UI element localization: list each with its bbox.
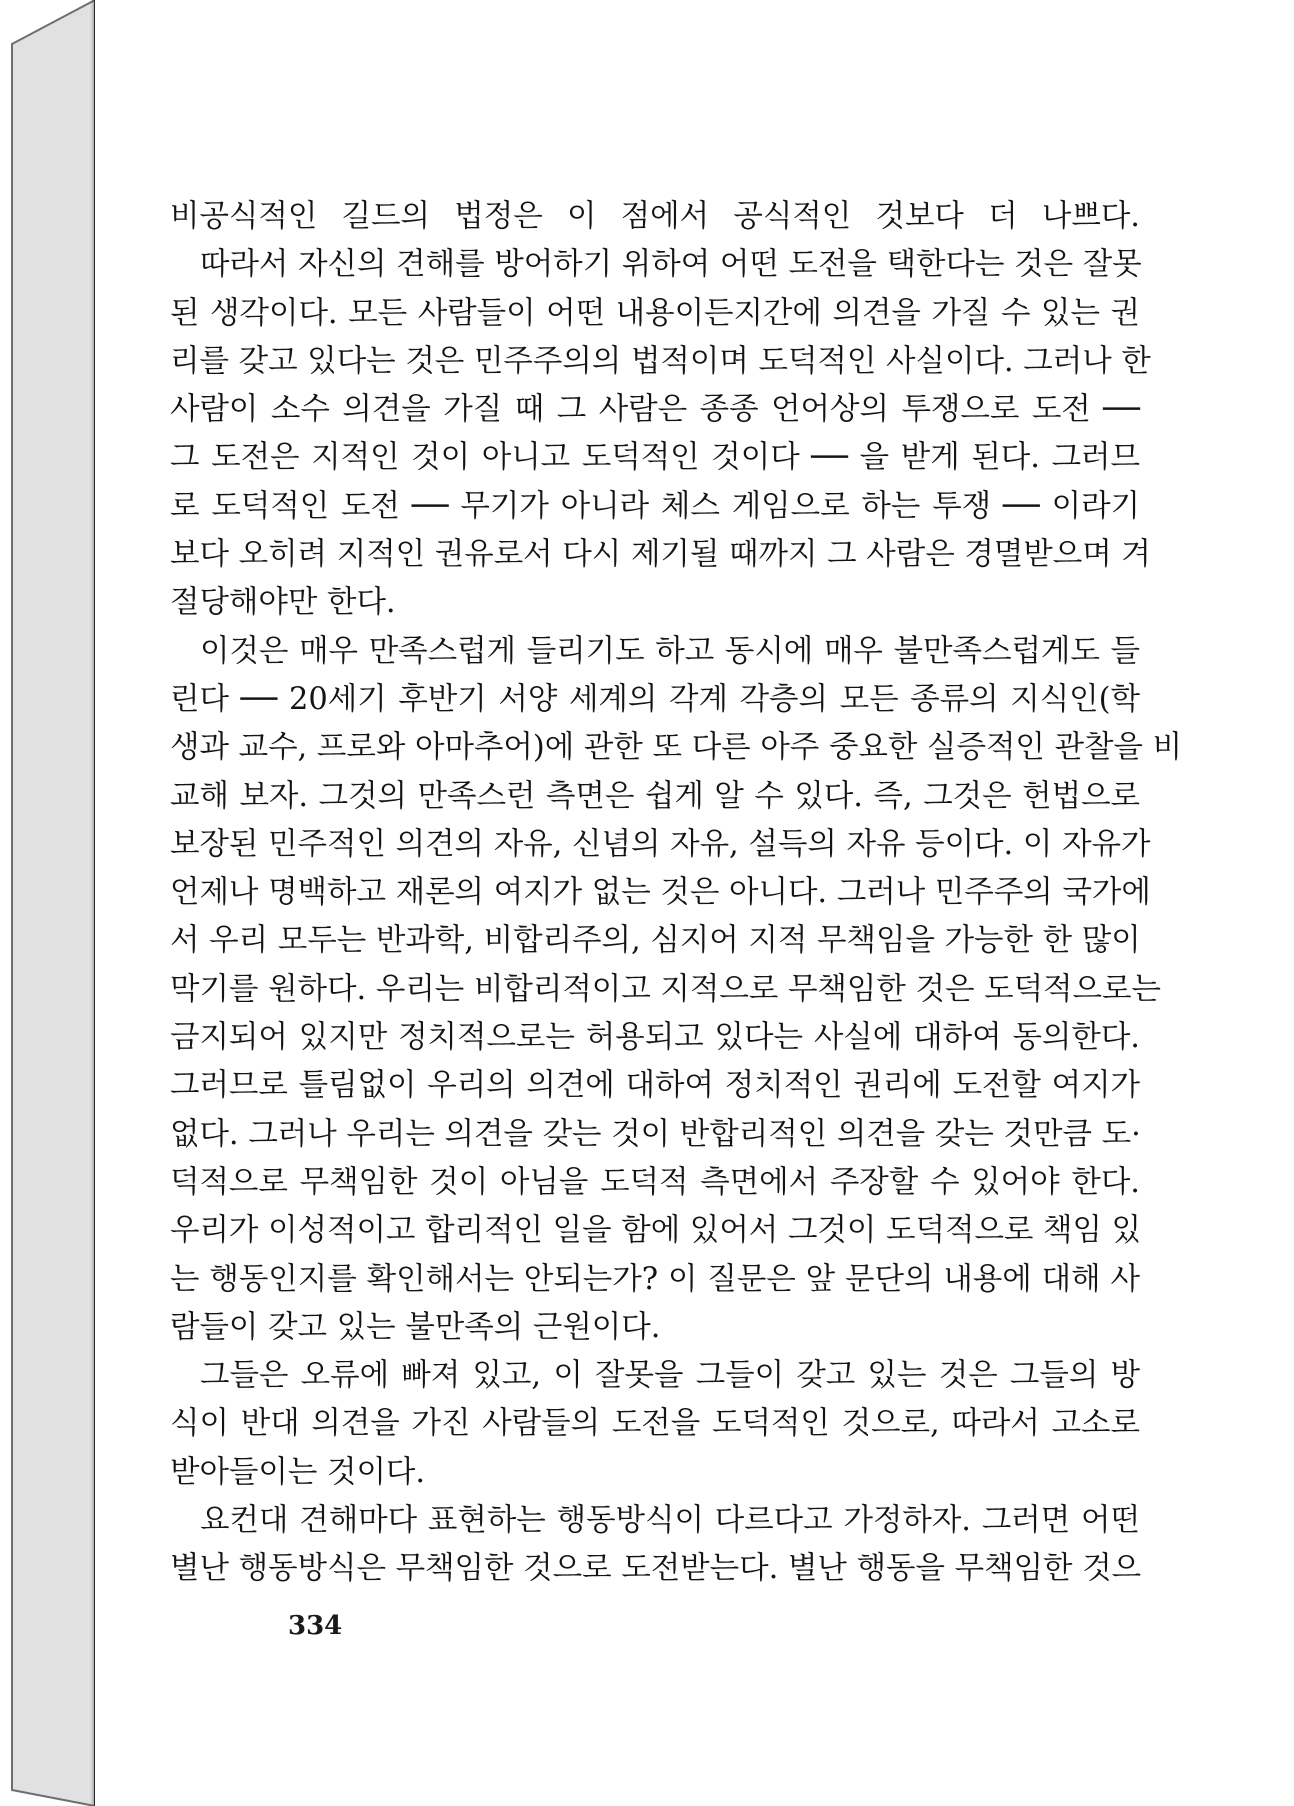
text-line: 금지되어 있지만 정치적으로는 허용되고 있다는 사실에 대하여 동의한다.	[170, 1020, 1140, 1056]
text-line: 비공식적인 길드의 법정은 이 점에서 공식적인 것보다 더 나쁘다.	[170, 199, 1140, 234]
text-line: 덕적으로 무책임한 것이 아님을 도덕적 측면에서 주장할 수 있어야 한다.	[170, 1164, 1140, 1200]
text-line: 리를 갖고 있다는 것은 민주주의의 법적이며 도덕적인 사실이다. 그러나 한	[170, 343, 1151, 379]
text-line: 그러므로 틀림없이 우리의 의견에 대하여 정치적인 권리에 도전할 여지가	[170, 1068, 1140, 1104]
text-line: 람들이 갖고 있는 불만족의 근원이다.	[170, 1309, 661, 1345]
text-line: 된 생각이다. 모든 사람들이 어떤 내용이든지간에 의견을 가질 수 있는 권	[170, 295, 1140, 331]
text-line: 식이 반대 의견을 가진 사람들의 도전을 도덕적인 것으로, 따라서 고소로	[170, 1406, 1140, 1442]
text-line: 린다 ── 20세기 후반기 서양 세계의 각계 각층의 모든 종류의 지식인(학	[170, 681, 1140, 717]
text-line: 이것은 매우 만족스럽게 들리기도 하고 동시에 매우 불만족스럽게도 들	[200, 633, 1140, 669]
text-line: 따라서 자신의 견해를 방어하기 위하여 어떤 도전을 택한다는 것은 잘못	[200, 247, 1142, 283]
text-line: 없다. 그러나 우리는 의견을 갖는 것이 반합리적인 의견을 갖는 것만큼 도·	[170, 1116, 1141, 1152]
text-line: 언제나 명백하고 재론의 여지가 없는 것은 아니다. 그러나 민주주의 국가에	[170, 875, 1151, 911]
text-line: 절당해야만 한다.	[170, 585, 396, 621]
text-line: 우리가 이성적이고 합리적인 일을 함에 있어서 그것이 도덕적으로 책임 있	[170, 1213, 1142, 1249]
text-line: 막기를 원하다. 우리는 비합리적이고 지적으로 무책임한 것은 도덕적으로는	[170, 971, 1161, 1007]
text-line: 서 우리 모두는 반과학, 비합리주의, 심지어 지적 무책임을 가능한 한 많이	[170, 923, 1141, 959]
page-text	[170, 193, 1183, 1594]
text-line: 교해 보자. 그것의 만족스런 측면은 쉽게 알 수 있다. 즉, 그것은 헌법으로	[170, 778, 1140, 814]
text-line: 사람이 소수 의견을 가질 때 그 사람은 종종 언어상의 투쟁으로 도전 ──	[170, 392, 1140, 428]
text-line: 보장된 민주적인 의견의 자유, 신념의 자유, 설득의 자유 등이다. 이 자유가	[170, 826, 1151, 862]
text-line: 는 행동인지를 확인해서는 안되는가? 이 질문은 앞 문단의 내용에 대해 사	[170, 1261, 1140, 1297]
text-line: 요컨대 견해마다 표현하는 행동방식이 다르다고 가정하자. 그러면 어떤	[200, 1503, 1140, 1539]
text-line: 생과 교수, 프로와 아마추어)에 관한 또 다른 아주 중요한 실증적인 관찰을 비	[170, 730, 1183, 766]
text-line: 로 도덕적인 도전 ── 무기가 아니라 체스 게임으로 하는 투쟁 ── 이라기	[170, 488, 1140, 524]
text-line: 그들은 오류에 빠져 있고, 이 잘못을 그들이 갖고 있는 것은 그들의 방	[200, 1358, 1140, 1394]
text-line: 받아들이는 것이다.	[170, 1454, 426, 1490]
text-line: 보다 오히려 지적인 권유로서 다시 제기될 때까지 그 사람은 경멸받으며 겨	[170, 537, 1151, 573]
page-number: 334	[288, 1611, 343, 1641]
text-line: 별난 행동방식은 무책임한 것으로 도전받는다. 별난 행동을 무책임한 것으	[170, 1551, 1142, 1587]
text-line: 그 도전은 지적인 것이 아니고 도덕적인 것이다 ── 을 받게 된다. 그러므	[170, 440, 1140, 476]
